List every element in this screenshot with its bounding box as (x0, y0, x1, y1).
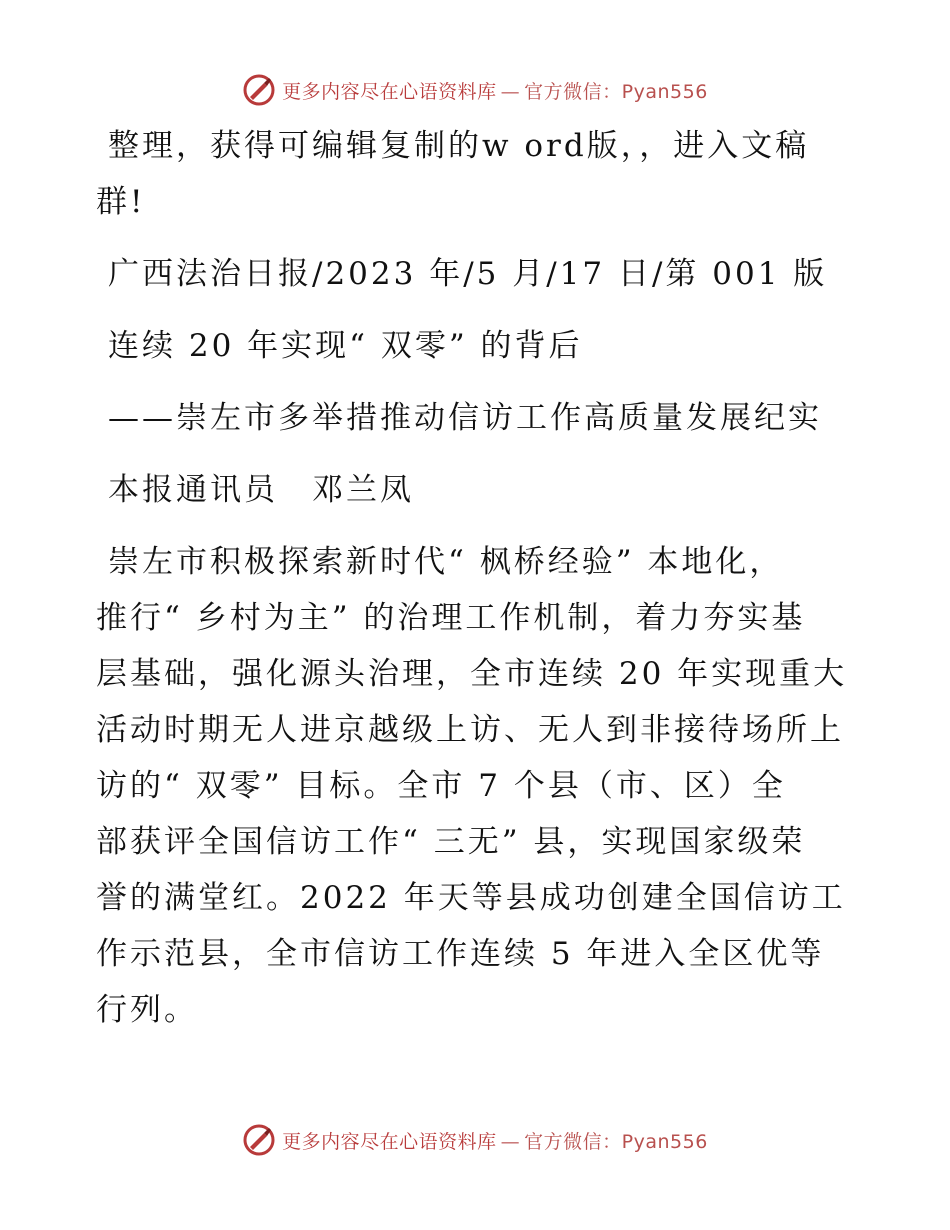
paragraph-line: 推行“ 乡村为主” 的治理工作机制，着力夯实基 (96, 600, 806, 636)
banner-text (282, 77, 708, 104)
paragraph-line: 部获评全国信访工作“ 三无” 县，实现国家级荣 (96, 824, 806, 860)
article-paragraph (96, 534, 856, 1038)
footer-banner (0, 1120, 950, 1160)
banner-site-text: 更多内容尽在心语资料库 (282, 80, 497, 103)
paragraph-line: 活动时期无人进京越级上访、无人到非接待场所上 (96, 712, 844, 748)
banner-contact-text: 官方微信：Pyan556 (524, 1130, 708, 1153)
paragraph-line: 誉的满堂红。2022 年天等县成功创建全国信访工 (96, 880, 846, 916)
intro-line-1: 整理，获得可编辑复制的w ord版，，进入文稿 (108, 128, 810, 164)
banner-separator: — (500, 1130, 521, 1153)
quill-logo-icon (242, 1123, 276, 1157)
paragraph-line: 行列。 (96, 992, 198, 1028)
paragraph-line: 层基础，强化源头治理，全市连续 20 年实现重大 (96, 656, 848, 692)
quill-logo-icon (242, 73, 276, 107)
article-subtitle: ——崇左市多举措推动信访工作高质量发展纪实 (108, 400, 822, 436)
banner-separator: — (500, 80, 521, 103)
header-banner (0, 70, 950, 110)
paragraph-line: 崇左市积极探索新时代“ 枫桥经验” 本地化， (108, 544, 784, 580)
banner-contact-text: 官方微信：Pyan556 (524, 80, 708, 103)
banner-site-text: 更多内容尽在心语资料库 (282, 1130, 497, 1153)
paragraph-line: 访的“ 双零” 目标。全市 7 个县（市、区）全 (96, 768, 786, 804)
document-body (96, 118, 856, 1038)
source-line: 广西法治日报/2023 年/5 月/17 日/第 001 版 (108, 256, 828, 292)
paragraph-line: 作示范县，全市信访工作连续 5 年进入全区优等 (96, 936, 825, 972)
article-title: 连续 20 年实现“ 双零” 的背后 (108, 328, 583, 364)
banner-text (282, 1127, 708, 1154)
byline: 本报通讯员 邓兰凤 (108, 472, 414, 508)
intro-line-2: 群! (96, 184, 146, 220)
